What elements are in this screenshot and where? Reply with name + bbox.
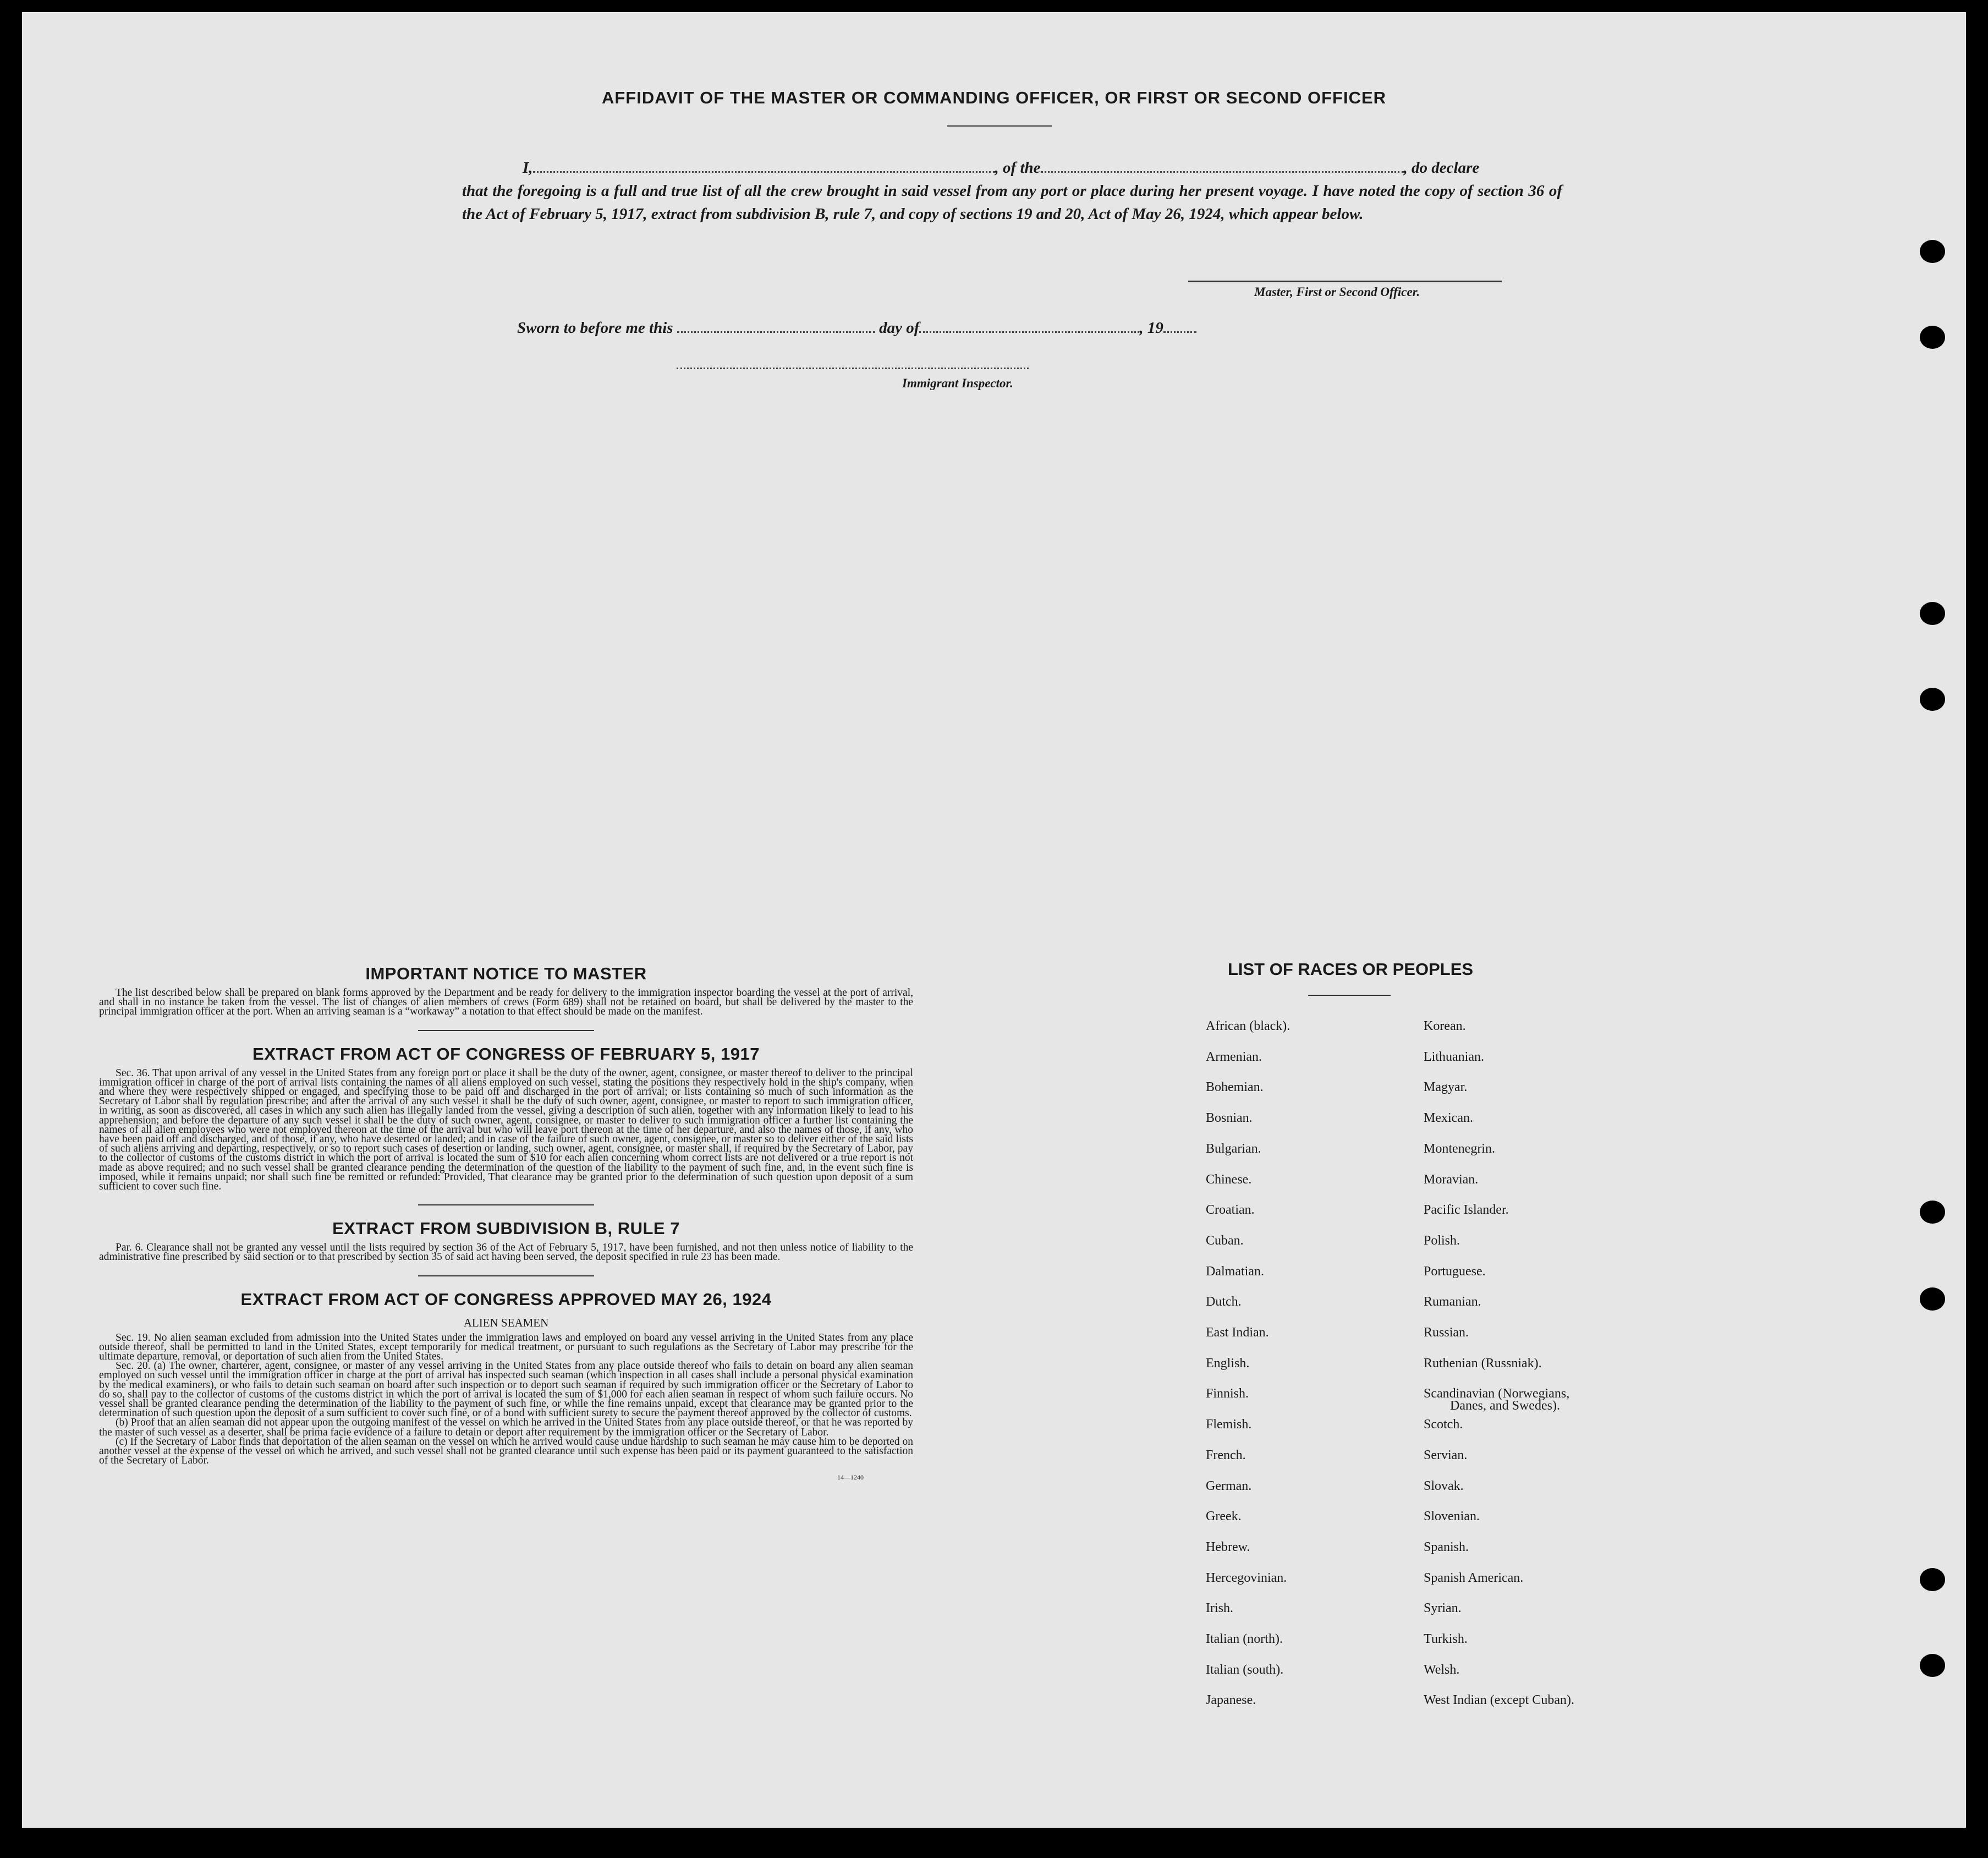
binder-hole <box>1920 688 1945 711</box>
race-item: Korean. <box>1424 1019 1466 1033</box>
race-item: Irish. <box>1206 1601 1233 1616</box>
race-item: Magyar. <box>1424 1080 1468 1095</box>
binder-hole <box>1920 602 1945 625</box>
sworn-prefix: Sworn to before me this <box>517 319 673 337</box>
races-title-underline <box>1308 995 1391 996</box>
race-item: African (black). <box>1206 1019 1290 1033</box>
race-item: Turkish. <box>1424 1632 1468 1646</box>
binder-hole <box>1920 1287 1945 1311</box>
race-item: Spanish American. <box>1424 1570 1524 1585</box>
race-item: West Indian (except Cuban). <box>1424 1693 1574 1708</box>
do-declare-label: , do declare <box>1403 159 1480 177</box>
inspector-caption: Immigrant Inspector. <box>902 376 1013 390</box>
race-item: Italian (north). <box>1206 1632 1283 1646</box>
extract-rule7-text: Par. 6. Clearance shall not be granted any vessel until the lists required by section 36 of the Act of February 5, 1917, have been furnished, and not then unless notice of liability to the administrative fine prescribed by said section or to that prescribed by section 35 of said act having been served, the deposit specified in rule 23 has been made. <box>99 1242 913 1263</box>
affidavit-title: AFFIDAVIT OF THE MASTER OR COMMANDING OFFICER, OR FIRST OR SECOND OFFICER <box>601 88 1387 107</box>
title-underline <box>947 125 1052 127</box>
race-item: Japanese. <box>1206 1693 1256 1708</box>
name-field[interactable] <box>533 171 995 173</box>
race-item: Moravian. <box>1424 1172 1479 1187</box>
race-item: Slovak. <box>1424 1478 1464 1493</box>
extract-rule7-title: EXTRACT FROM SUBDIVISION B, RULE 7 <box>332 1219 680 1238</box>
sworn-day-field[interactable] <box>677 331 875 333</box>
inspector-signature-line[interactable] <box>677 368 1029 369</box>
alien-seamen-subtitle: ALIEN SEAMEN <box>463 1316 549 1329</box>
race-item: Dutch. <box>1206 1295 1242 1309</box>
form-number: 14—1240 <box>837 1473 864 1481</box>
extract-1917-title: EXTRACT FROM ACT OF CONGRESS OF FEBRUARY 5, 1917 <box>252 1044 760 1064</box>
binder-hole <box>1920 326 1945 349</box>
binder-hole <box>1920 1654 1945 1677</box>
race-item: Pacific Islander. <box>1424 1203 1509 1218</box>
section-divider <box>418 1275 594 1276</box>
race-item: Syrian. <box>1424 1601 1462 1616</box>
signature-line[interactable] <box>1188 281 1502 282</box>
race-item: Flemish. <box>1206 1417 1252 1432</box>
race-item: Spanish. <box>1424 1539 1469 1554</box>
binder-hole <box>1920 240 1945 263</box>
race-item: French. <box>1206 1448 1246 1462</box>
sec20c-text: (c) If the Secretary of Labor finds that deportation of the alien seaman on the vessel on which he arrived would cause undue hardship to such seaman he may cause him to be deported on another vessel at the expense of the vessel on which he arrived, and such vessel shall not be granted clearance until such expense has been paid or its payment guaranteed to the satisfaction of the Secretary of Labor. <box>99 1435 913 1467</box>
race-item: Armenian. <box>1206 1049 1262 1064</box>
legal-extracts <box>99 964 913 1482</box>
race-item: Welsh. <box>1424 1662 1460 1677</box>
race-item: German. <box>1206 1478 1252 1493</box>
binder-hole <box>1920 1201 1945 1224</box>
race-item: Scandinavian (Norwegians, <box>1424 1386 1570 1401</box>
binder-hole <box>1920 1568 1945 1591</box>
race-item: Bohemian. <box>1206 1080 1264 1095</box>
sworn-year-field[interactable] <box>1163 331 1196 333</box>
day-of-label: day of <box>879 319 920 337</box>
extract-1917-text: Sec. 36. That upon arrival of any vessel in the United States from any foreign port or place it shall be the duty of the owner, agent, consignee, or master thereof to deliver to the principal immigration officer in charge of the port of arrival lists containing the names of all aliens employed on such vessel, stating the positions they respectively hold in the ship's company, when and where they were respectively shipped or engaged, and specifying those to be paid off and discharged in the port of arrival; or lists containing so much of such information as the Secretary of Labor shall by regulation prescribe; and after the arrival of any such vessel it shall be the duty of such owner, agent, consignee, or master to report to such immigration officer, in writing, as soon as discovered, all cases in which any such alien has illegally landed from the vessel, giving a description of such alien, together with any information likely to lead to his apprehension; and before the departure of any such vessel it shall be the duty of such owner, agent, consignee, or master to deliver to such immigration officer a further list containing the names of all alien employees who were not employed thereon at the time of the arrival but who will leave port thereon at the time of her departure, and also the names of those, if any, who have been paid off and discharged, and of those, if any, who have deserted or landed; and in case of the failure of such owner, agent, consignee, or master so to deliver either of the said lists of such aliens arriving and departing, respectively, or so to report such cases of desertion or landing, such owner, agent, consignee, or master shall, if required by the Secretary of Labor, pay to the collector of customs of the customs district in which the port of arrival is located the sum of $10 for each alien concerning whom correct lists are not delivered or a true report is not made as above required; and no such vessel shall be granted clearance pending the determination of the question of the liability to the payment of such fine, and, in the event such fine is imposed, while it remains unpaid; nor shall such fine be remitted or refunded: Provided, That clearance may be granted prior to the determination of such question upon deposit of a sum sufficient to cover such fine. <box>99 1067 913 1193</box>
race-item: Danes, and Swedes). <box>1450 1399 1560 1413</box>
section-divider <box>418 1204 594 1205</box>
race-item: Russian. <box>1424 1325 1469 1340</box>
race-item: Dalmatian. <box>1206 1264 1264 1279</box>
race-item: Cuban. <box>1206 1233 1244 1248</box>
vessel-field[interactable] <box>1041 171 1404 173</box>
race-item: Greek. <box>1206 1509 1242 1524</box>
race-item: Portuguese. <box>1424 1264 1486 1279</box>
race-item: English. <box>1206 1356 1250 1371</box>
race-item: Polish. <box>1424 1233 1460 1248</box>
section-divider <box>418 1030 594 1031</box>
of-the-label: , of the <box>995 159 1041 177</box>
sec20b-text: (b) Proof that an alien seaman did not appear upon the outgoing manifest of the vessel on which he arrived in the United States from any place outside thereof, or that he was reported by the master of such vessel as a deserter, shall be prima facie evidence of a failure to detain or deport after requirement by the immigration officer or the Secretary of Labor. <box>99 1417 913 1438</box>
race-item: Servian. <box>1424 1448 1468 1462</box>
year-prefix: , 19 <box>1139 319 1163 337</box>
extract-1924-title: EXTRACT FROM ACT OF CONGRESS APPROVED MAY 26, 1924 <box>240 1289 772 1309</box>
notice-title: IMPORTANT NOTICE TO MASTER <box>365 964 647 983</box>
race-item: Italian (south). <box>1206 1662 1284 1677</box>
race-item: Bulgarian. <box>1206 1141 1261 1156</box>
affidavit-text <box>462 156 1562 226</box>
race-item: Slovenian. <box>1424 1509 1480 1524</box>
race-item: Scotch. <box>1424 1417 1463 1432</box>
race-item: Montenegrin. <box>1424 1141 1495 1156</box>
race-item: Chinese. <box>1206 1172 1252 1187</box>
sec19-text: Sec. 19. No alien seaman excluded from admission into the United States under the immigration laws and employed on board any vessel arriving in the United States from any place outside thereof, shall be permitted to land in the United States, except temporarily for medical treatment, or pursuant to such regulations as the Secretary of Labor may prescribe for the ultimate departure, removal, or deportation of such alien from the United States. <box>99 1331 913 1363</box>
race-item: Hebrew. <box>1206 1539 1250 1554</box>
race-item: Croatian. <box>1206 1203 1255 1218</box>
race-item: Mexican. <box>1424 1111 1473 1126</box>
race-item: East Indian. <box>1206 1325 1269 1340</box>
race-item: Lithuanian. <box>1424 1049 1484 1064</box>
sec20a-text: Sec. 20. (a) The owner, charterer, agent, consignee, or master of any vessel arriving in the United States from any place outside thereof who fails to detain on board any alien seaman employed on such vessel until the immigration officer in charge at the port of arrival has inspected such seaman (which inspection in all cases shall include a personal physical examination by the medical examiners), or who fails to detain such seaman on board after such inspection or to deport such seaman if required by such immigration officer or the Secretary of Labor to do so, shall pay to the collector of customs of the customs district in which the port of arrival is located the sum of $1,000 for each alien seaman in respect of whom such failure occurs. No vessel shall be granted clearance pending the determination of the liability to the payment of such fine, or while the fine remains unpaid, except that clearance may be granted prior to the determination of such question upon the deposit of a sum sufficient to cover such fine, or of a bond with sufficient surety to secure the payment thereof approved by the collector of customs. <box>99 1360 913 1419</box>
i-prefix: I, <box>523 159 533 177</box>
affidavit-body: that the foregoing is a full and true list of all the crew brought in said vessel from any port or place during her present voyage. I have noted the copy of section 36 of the Act of February 5, 1917, extract from subdivision B, rule 7, and copy of sections 19 and 20, Act of May 26, 1924, which appear below. <box>462 182 1562 223</box>
sworn-line <box>517 319 1196 337</box>
races-title: LIST OF RACES OR PEOPLES <box>1227 960 1474 979</box>
notice-text: The list described below shall be prepared on blank forms approved by the Department and be ready for delivery to the immigration inspector boarding the vessel at the port of arrival, and shall in no instance be taken from the vessel. The list of changes of alien members of crews (Form 689) shall not be retained on board, but shall be delivered by the master to the principal immigration officer at the port. When an arriving seaman is a “workaway” a notation to that effect should be made on the manifest. <box>99 987 913 1018</box>
race-item: Rumanian. <box>1424 1295 1481 1309</box>
affidavit-first-line <box>462 156 1562 179</box>
sworn-month-field[interactable] <box>919 331 1139 333</box>
signature-caption: Master, First or Second Officer. <box>1254 285 1420 299</box>
race-item: Hercegovinian. <box>1206 1570 1287 1585</box>
race-item: Bosnian. <box>1206 1111 1253 1126</box>
race-item: Ruthenian (Russniak). <box>1424 1356 1542 1371</box>
form-page <box>22 12 1966 1828</box>
race-item: Finnish. <box>1206 1386 1249 1401</box>
